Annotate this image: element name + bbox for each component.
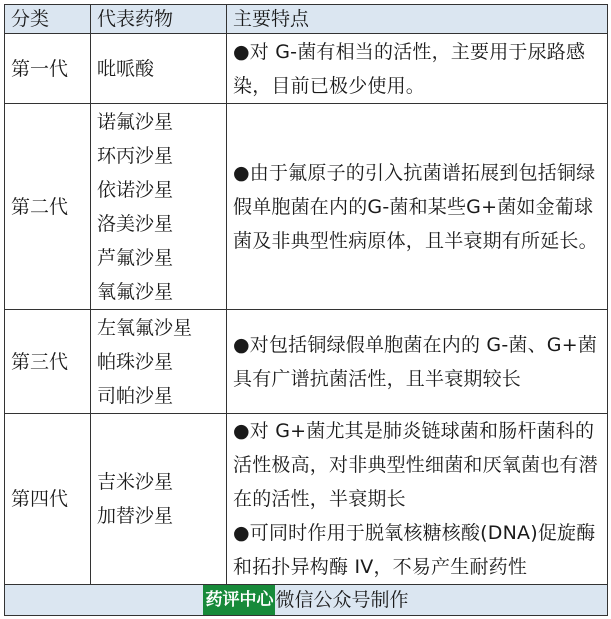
generation-cell: 第二代 [5,104,91,310]
drug-name: 加替沙星 [97,505,174,527]
feature-text: ●对 G+菌尤其是肺炎链球菌和肠杆菌科的活性极高，对非典型性细菌和厌氧菌也有潜在的活性，半衰期长 [233,420,598,510]
feature-text: ●对 G-菌有相当的活性，主要用于尿路感染，目前已极少使用。 [233,40,586,97]
features-cell [227,414,608,585]
footer-cell [5,585,608,616]
drug-name: 吉米沙星 [97,471,174,493]
features-cell [227,34,608,104]
footer-credit: 微信公众号制作 [275,589,409,611]
drug-name: 氧氟沙星 [97,280,174,303]
table-header-row [5,5,608,34]
table-row [5,34,608,104]
features-cell [227,104,608,310]
drug-name: 洛美沙星 [97,212,174,235]
features-cell [227,310,608,414]
source-logo: 药评中心 [203,585,275,615]
antibiotic-generations-table [4,4,608,616]
generation-cell: 第一代 [5,34,91,104]
feature-text: ●对包括铜绿假单胞菌在内的 G-菌、G+菌具有广谱抗菌活性，且半衰期较长 [233,333,598,390]
drugs-cell [91,414,227,585]
drugs-cell [91,104,227,310]
header-main-features: 主要特点 [227,5,608,34]
drug-name: 诺氟沙星 [97,110,174,133]
generation-cell: 第四代 [5,414,91,585]
table-footer-row [5,585,608,616]
drug-name: 环丙沙星 [97,144,174,167]
drug-name: 芦氟沙星 [97,246,174,269]
drug-name: 吡哌酸 [97,57,155,80]
drugs-cell [91,34,227,104]
table-row [5,414,608,585]
drug-name: 司帕沙星 [97,384,174,407]
header-category: 分类 [5,5,91,34]
drug-name: 依诺沙星 [97,178,174,201]
drugs-cell [91,310,227,414]
drug-name: 帕珠沙星 [97,350,174,373]
generation-cell: 第三代 [5,310,91,414]
header-representative-drugs: 代表药物 [91,5,227,34]
drug-name: 左氧氟沙星 [97,316,193,339]
table-row [5,104,608,310]
feature-text: ●由于氟原子的引入抗菌谱拓展到包括铜绿假单胞菌在内的G-菌和某些G+菌如金葡球菌及非典型性病原体，且半衰期有所延长。 [233,161,598,252]
table-row [5,310,608,414]
feature-text: ●可同时作用于脱氧核糖核酸(DNA)促旋酶和拓扑异构酶 IV，不易产生耐药性 [233,522,596,578]
